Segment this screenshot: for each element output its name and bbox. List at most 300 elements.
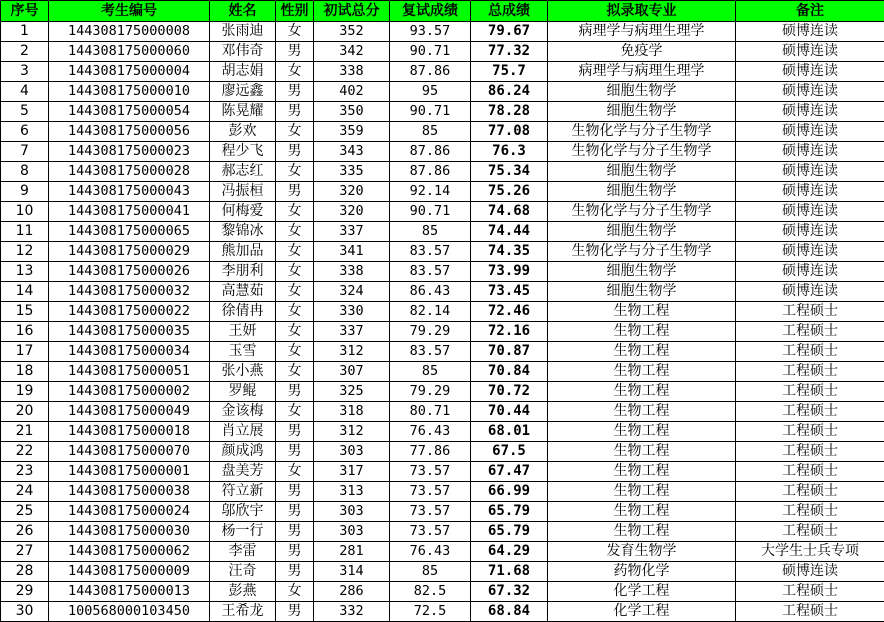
cell-name: 肖立展 xyxy=(210,422,276,442)
cell-gender: 女 xyxy=(276,262,314,282)
cell-exam-no: 144308175000009 xyxy=(49,562,210,582)
cell-gender: 男 xyxy=(276,482,314,502)
cell-gender: 女 xyxy=(276,162,314,182)
cell-seq: 4 xyxy=(1,82,49,102)
cell-gender: 女 xyxy=(276,402,314,422)
cell-seq: 8 xyxy=(1,162,49,182)
table-row xyxy=(1,322,884,342)
table-row xyxy=(1,542,884,562)
cell-total-score: 70.44 xyxy=(471,402,548,422)
cell-total-score: 75.26 xyxy=(471,182,548,202)
table-row xyxy=(1,42,884,62)
header-row xyxy=(1,1,884,22)
cell-gender: 女 xyxy=(276,282,314,302)
cell-initial-score: 320 xyxy=(314,182,390,202)
cell-total-score: 73.45 xyxy=(471,282,548,302)
cell-total-score: 72.46 xyxy=(471,302,548,322)
cell-name: 汪奇 xyxy=(210,562,276,582)
cell-exam-no: 144308175000070 xyxy=(49,442,210,462)
cell-initial-score: 303 xyxy=(314,502,390,522)
cell-retest-score: 83.57 xyxy=(390,262,471,282)
table-row xyxy=(1,382,884,402)
cell-total-score: 79.67 xyxy=(471,22,548,42)
cell-retest-score: 73.57 xyxy=(390,482,471,502)
cell-initial-score: 307 xyxy=(314,362,390,382)
cell-major: 细胞生物学 xyxy=(548,182,736,202)
cell-exam-no: 144308175000054 xyxy=(49,102,210,122)
cell-seq: 9 xyxy=(1,182,49,202)
cell-gender: 女 xyxy=(276,222,314,242)
cell-total-score: 70.84 xyxy=(471,362,548,382)
cell-major: 免疫学 xyxy=(548,42,736,62)
cell-major: 生物工程 xyxy=(548,302,736,322)
table-row xyxy=(1,462,884,482)
cell-initial-score: 317 xyxy=(314,462,390,482)
cell-total-score: 67.5 xyxy=(471,442,548,462)
cell-retest-score: 87.86 xyxy=(390,142,471,162)
cell-exam-no: 144308175000024 xyxy=(49,502,210,522)
table-row xyxy=(1,122,884,142)
cell-name: 盘美芳 xyxy=(210,462,276,482)
table-row xyxy=(1,202,884,222)
cell-retest-score: 80.71 xyxy=(390,402,471,422)
cell-retest-score: 82.14 xyxy=(390,302,471,322)
cell-total-score: 71.68 xyxy=(471,562,548,582)
cell-retest-score: 73.57 xyxy=(390,462,471,482)
cell-gender: 男 xyxy=(276,182,314,202)
header-name: 姓名 xyxy=(210,1,276,22)
cell-note: 硕博连读 xyxy=(736,62,884,82)
cell-initial-score: 350 xyxy=(314,102,390,122)
cell-seq: 26 xyxy=(1,522,49,542)
cell-initial-score: 314 xyxy=(314,562,390,582)
table-row xyxy=(1,282,884,302)
table-row xyxy=(1,22,884,42)
cell-initial-score: 325 xyxy=(314,382,390,402)
cell-retest-score: 79.29 xyxy=(390,382,471,402)
cell-seq: 5 xyxy=(1,102,49,122)
cell-seq: 16 xyxy=(1,322,49,342)
table-row xyxy=(1,62,884,82)
cell-exam-no: 100568000103450 xyxy=(49,602,210,622)
cell-seq: 15 xyxy=(1,302,49,322)
table-body xyxy=(1,22,884,622)
cell-major: 细胞生物学 xyxy=(548,162,736,182)
cell-major: 生物工程 xyxy=(548,402,736,422)
table-row xyxy=(1,342,884,362)
cell-name: 符立新 xyxy=(210,482,276,502)
cell-note: 工程硕士 xyxy=(736,582,884,602)
cell-major: 生物工程 xyxy=(548,422,736,442)
cell-major: 生物工程 xyxy=(548,482,736,502)
cell-retest-score: 73.57 xyxy=(390,502,471,522)
cell-name: 李雷 xyxy=(210,542,276,562)
cell-total-score: 66.99 xyxy=(471,482,548,502)
cell-name: 何梅爱 xyxy=(210,202,276,222)
cell-note: 硕博连读 xyxy=(736,202,884,222)
cell-major: 细胞生物学 xyxy=(548,282,736,302)
cell-total-score: 70.87 xyxy=(471,342,548,362)
cell-note: 工程硕士 xyxy=(736,342,884,362)
cell-major: 细胞生物学 xyxy=(548,262,736,282)
cell-initial-score: 352 xyxy=(314,22,390,42)
header-total-score: 总成绩 xyxy=(471,1,548,22)
cell-initial-score: 281 xyxy=(314,542,390,562)
cell-note: 工程硕士 xyxy=(736,462,884,482)
cell-name: 彭燕 xyxy=(210,582,276,602)
cell-total-score: 75.7 xyxy=(471,62,548,82)
cell-gender: 男 xyxy=(276,442,314,462)
cell-initial-score: 320 xyxy=(314,202,390,222)
cell-exam-no: 144308175000051 xyxy=(49,362,210,382)
cell-note: 硕博连读 xyxy=(736,242,884,262)
cell-gender: 男 xyxy=(276,502,314,522)
cell-gender: 男 xyxy=(276,522,314,542)
cell-seq: 17 xyxy=(1,342,49,362)
cell-exam-no: 144308175000026 xyxy=(49,262,210,282)
cell-name: 程少飞 xyxy=(210,142,276,162)
cell-total-score: 67.32 xyxy=(471,582,548,602)
cell-seq: 19 xyxy=(1,382,49,402)
cell-seq: 3 xyxy=(1,62,49,82)
cell-major: 生物工程 xyxy=(548,322,736,342)
cell-exam-no: 144308175000035 xyxy=(49,322,210,342)
cell-total-score: 68.84 xyxy=(471,602,548,622)
cell-note: 硕博连读 xyxy=(736,82,884,102)
cell-exam-no: 144308175000010 xyxy=(49,82,210,102)
cell-seq: 24 xyxy=(1,482,49,502)
cell-gender: 男 xyxy=(276,82,314,102)
cell-exam-no: 144308175000004 xyxy=(49,62,210,82)
cell-total-score: 64.29 xyxy=(471,542,548,562)
cell-gender: 男 xyxy=(276,422,314,442)
cell-initial-score: 312 xyxy=(314,422,390,442)
cell-gender: 女 xyxy=(276,122,314,142)
cell-note: 硕博连读 xyxy=(736,282,884,302)
cell-exam-no: 144308175000030 xyxy=(49,522,210,542)
cell-seq: 11 xyxy=(1,222,49,242)
cell-note: 硕博连读 xyxy=(736,562,884,582)
cell-initial-score: 402 xyxy=(314,82,390,102)
cell-seq: 12 xyxy=(1,242,49,262)
cell-initial-score: 337 xyxy=(314,322,390,342)
cell-gender: 男 xyxy=(276,542,314,562)
cell-initial-score: 318 xyxy=(314,402,390,422)
cell-retest-score: 85 xyxy=(390,362,471,382)
cell-note: 工程硕士 xyxy=(736,322,884,342)
cell-major: 细胞生物学 xyxy=(548,222,736,242)
cell-seq: 25 xyxy=(1,502,49,522)
cell-name: 李朋利 xyxy=(210,262,276,282)
cell-gender: 男 xyxy=(276,562,314,582)
cell-total-score: 74.68 xyxy=(471,202,548,222)
cell-seq: 20 xyxy=(1,402,49,422)
cell-initial-score: 341 xyxy=(314,242,390,262)
cell-note: 工程硕士 xyxy=(736,302,884,322)
cell-total-score: 65.79 xyxy=(471,522,548,542)
cell-seq: 18 xyxy=(1,362,49,382)
table-row xyxy=(1,522,884,542)
cell-retest-score: 83.57 xyxy=(390,242,471,262)
cell-name: 熊加品 xyxy=(210,242,276,262)
cell-initial-score: 342 xyxy=(314,42,390,62)
cell-gender: 男 xyxy=(276,602,314,622)
cell-retest-score: 90.71 xyxy=(390,202,471,222)
cell-gender: 女 xyxy=(276,322,314,342)
cell-major: 药物化学 xyxy=(548,562,736,582)
cell-retest-score: 76.43 xyxy=(390,422,471,442)
table-row xyxy=(1,502,884,522)
cell-retest-score: 77.86 xyxy=(390,442,471,462)
cell-initial-score: 359 xyxy=(314,122,390,142)
cell-exam-no: 144308175000049 xyxy=(49,402,210,422)
cell-retest-score: 90.71 xyxy=(390,42,471,62)
cell-major: 化学工程 xyxy=(548,582,736,602)
header-seq: 序号 xyxy=(1,1,49,22)
cell-total-score: 74.44 xyxy=(471,222,548,242)
cell-gender: 男 xyxy=(276,382,314,402)
cell-initial-score: 343 xyxy=(314,142,390,162)
table-row xyxy=(1,162,884,182)
cell-total-score: 72.16 xyxy=(471,322,548,342)
cell-exam-no: 144308175000065 xyxy=(49,222,210,242)
cell-seq: 22 xyxy=(1,442,49,462)
header-initial-score: 初试总分 xyxy=(314,1,390,22)
cell-initial-score: 332 xyxy=(314,602,390,622)
cell-seq: 1 xyxy=(1,22,49,42)
cell-major: 生物化学与分子生物学 xyxy=(548,202,736,222)
cell-initial-score: 338 xyxy=(314,62,390,82)
cell-gender: 男 xyxy=(276,42,314,62)
cell-note: 硕博连读 xyxy=(736,162,884,182)
cell-major: 生物工程 xyxy=(548,362,736,382)
cell-exam-no: 144308175000022 xyxy=(49,302,210,322)
table-row xyxy=(1,82,884,102)
cell-exam-no: 144308175000043 xyxy=(49,182,210,202)
cell-name: 陈晃耀 xyxy=(210,102,276,122)
cell-note: 硕博连读 xyxy=(736,122,884,142)
cell-total-score: 86.24 xyxy=(471,82,548,102)
cell-seq: 14 xyxy=(1,282,49,302)
cell-exam-no: 144308175000023 xyxy=(49,142,210,162)
cell-gender: 女 xyxy=(276,342,314,362)
cell-retest-score: 82.5 xyxy=(390,582,471,602)
header-gender: 性别 xyxy=(276,1,314,22)
cell-total-score: 78.28 xyxy=(471,102,548,122)
cell-name: 郝志红 xyxy=(210,162,276,182)
cell-name: 罗鲲 xyxy=(210,382,276,402)
cell-total-score: 68.01 xyxy=(471,422,548,442)
cell-initial-score: 303 xyxy=(314,442,390,462)
cell-note: 硕博连读 xyxy=(736,262,884,282)
table-row xyxy=(1,142,884,162)
cell-total-score: 77.08 xyxy=(471,122,548,142)
table-row xyxy=(1,182,884,202)
cell-exam-no: 144308175000001 xyxy=(49,462,210,482)
cell-retest-score: 95 xyxy=(390,82,471,102)
cell-total-score: 75.34 xyxy=(471,162,548,182)
cell-note: 工程硕士 xyxy=(736,602,884,622)
cell-note: 工程硕士 xyxy=(736,522,884,542)
cell-name: 彭欢 xyxy=(210,122,276,142)
cell-major: 生物工程 xyxy=(548,502,736,522)
header-note: 备注 xyxy=(736,1,884,22)
table-row xyxy=(1,262,884,282)
cell-seq: 30 xyxy=(1,602,49,622)
cell-exam-no: 144308175000029 xyxy=(49,242,210,262)
cell-initial-score: 303 xyxy=(314,522,390,542)
cell-initial-score: 286 xyxy=(314,582,390,602)
table-row xyxy=(1,102,884,122)
cell-name: 王希龙 xyxy=(210,602,276,622)
table-row xyxy=(1,402,884,422)
cell-name: 高慧茹 xyxy=(210,282,276,302)
table-row xyxy=(1,562,884,582)
cell-seq: 10 xyxy=(1,202,49,222)
cell-initial-score: 324 xyxy=(314,282,390,302)
table-row xyxy=(1,442,884,462)
cell-total-score: 65.79 xyxy=(471,502,548,522)
cell-retest-score: 73.57 xyxy=(390,522,471,542)
cell-initial-score: 313 xyxy=(314,482,390,502)
cell-exam-no: 144308175000028 xyxy=(49,162,210,182)
cell-retest-score: 86.43 xyxy=(390,282,471,302)
cell-gender: 女 xyxy=(276,242,314,262)
cell-note: 硕博连读 xyxy=(736,222,884,242)
cell-note: 工程硕士 xyxy=(736,442,884,462)
cell-retest-score: 79.29 xyxy=(390,322,471,342)
cell-initial-score: 335 xyxy=(314,162,390,182)
cell-name: 徐倩冉 xyxy=(210,302,276,322)
cell-retest-score: 93.57 xyxy=(390,22,471,42)
cell-name: 颜成鸿 xyxy=(210,442,276,462)
cell-retest-score: 87.86 xyxy=(390,62,471,82)
cell-seq: 7 xyxy=(1,142,49,162)
cell-gender: 女 xyxy=(276,22,314,42)
cell-exam-no: 144308175000034 xyxy=(49,342,210,362)
cell-retest-score: 83.57 xyxy=(390,342,471,362)
cell-retest-score: 85 xyxy=(390,122,471,142)
cell-name: 黎锦冰 xyxy=(210,222,276,242)
cell-exam-no: 144308175000056 xyxy=(49,122,210,142)
cell-name: 邓伟奇 xyxy=(210,42,276,62)
table-row xyxy=(1,242,884,262)
cell-exam-no: 144308175000018 xyxy=(49,422,210,442)
cell-seq: 13 xyxy=(1,262,49,282)
table-row xyxy=(1,602,884,622)
cell-total-score: 77.32 xyxy=(471,42,548,62)
cell-initial-score: 338 xyxy=(314,262,390,282)
cell-exam-no: 144308175000038 xyxy=(49,482,210,502)
cell-note: 工程硕士 xyxy=(736,362,884,382)
cell-major: 生物工程 xyxy=(548,522,736,542)
cell-note: 工程硕士 xyxy=(736,382,884,402)
header-exam-no: 考生编号 xyxy=(49,1,210,22)
cell-seq: 29 xyxy=(1,582,49,602)
cell-exam-no: 144308175000002 xyxy=(49,382,210,402)
cell-name: 王妍 xyxy=(210,322,276,342)
cell-note: 工程硕士 xyxy=(736,502,884,522)
cell-gender: 女 xyxy=(276,362,314,382)
cell-initial-score: 312 xyxy=(314,342,390,362)
cell-note: 硕博连读 xyxy=(736,22,884,42)
cell-initial-score: 330 xyxy=(314,302,390,322)
table-row xyxy=(1,482,884,502)
table-row xyxy=(1,582,884,602)
cell-major: 病理学与病理生理学 xyxy=(548,62,736,82)
cell-major: 细胞生物学 xyxy=(548,102,736,122)
cell-retest-score: 72.5 xyxy=(390,602,471,622)
cell-exam-no: 144308175000013 xyxy=(49,582,210,602)
cell-retest-score: 85 xyxy=(390,222,471,242)
cell-exam-no: 144308175000008 xyxy=(49,22,210,42)
cell-major: 生物工程 xyxy=(548,342,736,362)
cell-name: 张雨迪 xyxy=(210,22,276,42)
cell-major: 生物化学与分子生物学 xyxy=(548,242,736,262)
cell-exam-no: 144308175000041 xyxy=(49,202,210,222)
cell-exam-no: 144308175000060 xyxy=(49,42,210,62)
table-row xyxy=(1,302,884,322)
cell-initial-score: 337 xyxy=(314,222,390,242)
cell-seq: 23 xyxy=(1,462,49,482)
cell-retest-score: 87.86 xyxy=(390,162,471,182)
header-major: 拟录取专业 xyxy=(548,1,736,22)
cell-name: 冯振桓 xyxy=(210,182,276,202)
cell-name: 杨一行 xyxy=(210,522,276,542)
cell-exam-no: 144308175000032 xyxy=(49,282,210,302)
cell-retest-score: 76.43 xyxy=(390,542,471,562)
cell-total-score: 70.72 xyxy=(471,382,548,402)
table-row xyxy=(1,222,884,242)
cell-name: 胡志娟 xyxy=(210,62,276,82)
cell-total-score: 74.35 xyxy=(471,242,548,262)
cell-gender: 女 xyxy=(276,62,314,82)
cell-seq: 28 xyxy=(1,562,49,582)
cell-retest-score: 90.71 xyxy=(390,102,471,122)
cell-note: 工程硕士 xyxy=(736,482,884,502)
cell-note: 大学生士兵专项 xyxy=(736,542,884,562)
cell-note: 工程硕士 xyxy=(736,422,884,442)
header-retest-score: 复试成绩 xyxy=(390,1,471,22)
cell-exam-no: 144308175000062 xyxy=(49,542,210,562)
cell-major: 生物化学与分子生物学 xyxy=(548,142,736,162)
cell-major: 病理学与病理生理学 xyxy=(548,22,736,42)
cell-major: 细胞生物学 xyxy=(548,82,736,102)
cell-note: 硕博连读 xyxy=(736,42,884,62)
cell-seq: 2 xyxy=(1,42,49,62)
cell-major: 生物工程 xyxy=(548,442,736,462)
cell-note: 硕博连读 xyxy=(736,182,884,202)
cell-name: 玉雪 xyxy=(210,342,276,362)
cell-name: 邬欣宇 xyxy=(210,502,276,522)
cell-gender: 女 xyxy=(276,462,314,482)
table-row xyxy=(1,362,884,382)
cell-seq: 6 xyxy=(1,122,49,142)
cell-total-score: 67.47 xyxy=(471,462,548,482)
cell-name: 金该梅 xyxy=(210,402,276,422)
cell-gender: 女 xyxy=(276,582,314,602)
cell-major: 生物化学与分子生物学 xyxy=(548,122,736,142)
cell-name: 张小燕 xyxy=(210,362,276,382)
cell-major: 生物工程 xyxy=(548,382,736,402)
cell-gender: 男 xyxy=(276,142,314,162)
cell-retest-score: 85 xyxy=(390,562,471,582)
cell-note: 硕博连读 xyxy=(736,102,884,122)
cell-major: 化学工程 xyxy=(548,602,736,622)
cell-note: 硕博连读 xyxy=(736,142,884,162)
cell-note: 工程硕士 xyxy=(736,402,884,422)
cell-retest-score: 92.14 xyxy=(390,182,471,202)
